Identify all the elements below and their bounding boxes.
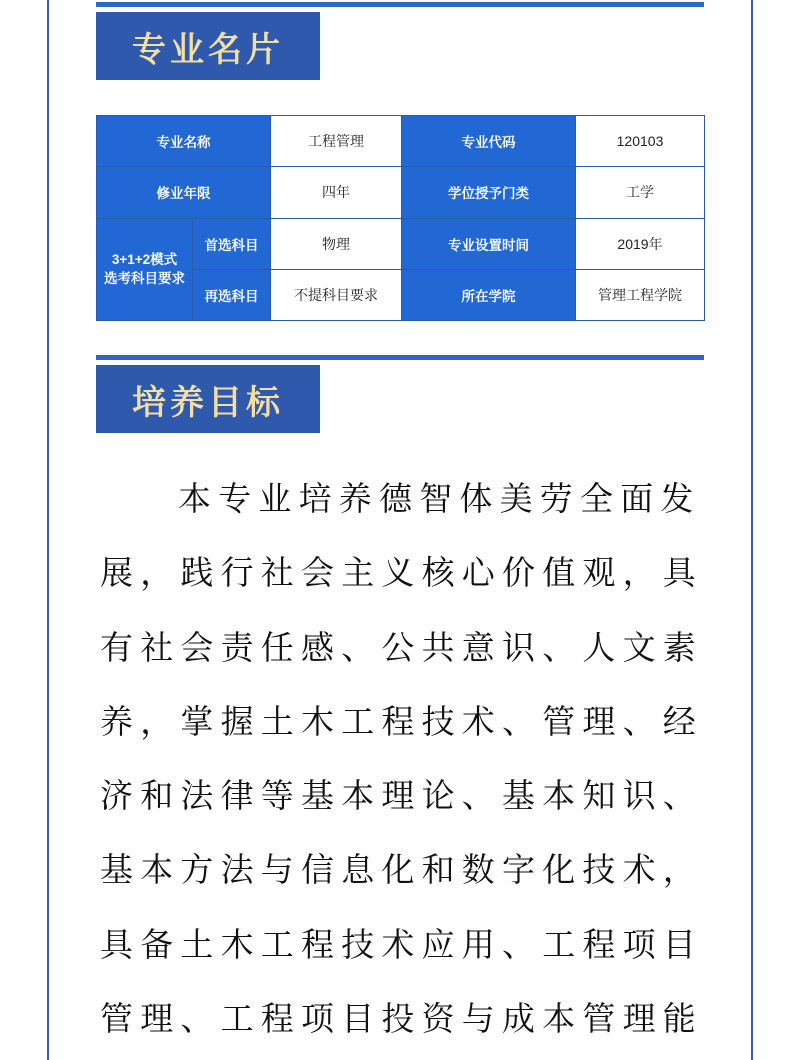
left-border-line — [47, 0, 49, 1060]
duration-value: 四年 — [271, 167, 402, 218]
first-choice-value: 物理 — [271, 218, 402, 269]
top-divider — [96, 2, 704, 7]
subject-mode-label — [97, 218, 193, 321]
section-title-major-card: 专业名片 — [96, 12, 320, 80]
middle-divider — [96, 355, 704, 360]
degree-value: 工学 — [576, 167, 705, 218]
major-code-label: 专业代码 — [402, 116, 576, 167]
training-goal-paragraph: 本专业培养德智体美劳全面发展，践行社会主义核心价值观，具有社会责任感、公共意识、人文素养，掌握土木工程技术、管理、经济和法律等基本理论、基本知识、基本方法与信息化和数字化技术，具备土木工程技术应用、工程项目管理、工程项目投资与成本管理能 — [100, 479, 703, 1039]
duration-label: 修业年限 — [97, 167, 271, 218]
college-label: 所在学院 — [402, 269, 576, 320]
table-row — [97, 116, 705, 167]
second-choice-label: 再选科目 — [193, 269, 271, 320]
second-choice-value: 不提科目要求 — [271, 269, 402, 320]
major-info-table — [96, 115, 705, 321]
setup-time-value: 2019年 — [576, 218, 705, 269]
major-name-label: 专业名称 — [97, 116, 271, 167]
section-title-training-goal: 培养目标 — [96, 365, 320, 433]
major-code-value: 120103 — [576, 116, 705, 167]
table-row — [97, 167, 705, 218]
subject-mode-label-line2: 选考科目要求 — [104, 271, 185, 287]
table-row — [97, 218, 705, 269]
degree-label: 学位授予门类 — [402, 167, 576, 218]
first-choice-label: 首选科目 — [193, 218, 271, 269]
major-name-value: 工程管理 — [271, 116, 402, 167]
setup-time-label: 专业设置时间 — [402, 218, 576, 269]
subject-mode-label-line1: 3+1+2模式 — [111, 252, 178, 268]
right-border-line — [751, 0, 753, 1060]
college-value: 管理工程学院 — [576, 269, 705, 320]
